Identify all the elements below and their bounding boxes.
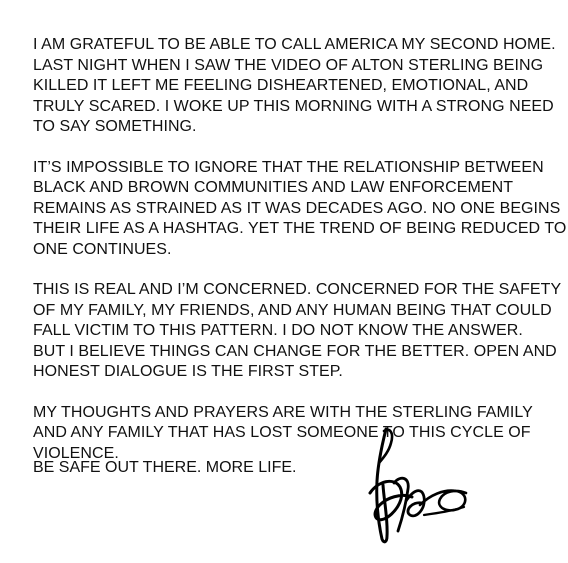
text-line: OF MY FAMILY, MY FRIENDS, AND ANY HUMAN BEING THAT COULD — [33, 301, 552, 319]
text-line: AND ANY FAMILY THAT HAS LOST SOMEONE TO THIS CYCLE OF — [33, 424, 531, 441]
text-line: TO SAY SOMETHING. — [33, 118, 197, 135]
text-line: IT’S IMPOSSIBLE TO IGNORE THAT THE RELATIONSHIP BETWEEN — [33, 158, 544, 176]
text-line: TRULY SCARED. I WOKE UP THIS MORNING WITH A STRONG NEED — [33, 97, 554, 115]
text-line: LAST NIGHT WHEN I SAW THE VIDEO OF ALTON STERLING BEING — [33, 56, 544, 74]
text-line: BLACK AND BROWN COMMUNITIES AND LAW ENFORCEMENT — [33, 179, 514, 196]
text-line: HONEST DIALOGUE IS THE FIRST STEP. — [33, 363, 343, 380]
signoff-text: BE SAFE OUT THERE. MORE LIFE. — [33, 459, 297, 476]
paragraph-2 — [33, 158, 567, 261]
text-line: I AM GRATEFUL TO BE ABLE TO CALL AMERICA MY SECOND HOME. — [33, 36, 556, 53]
signature-icon — [364, 423, 474, 548]
text-line: FALL VICTIM TO THIS PATTERN. I DO NOT KNOW THE ANSWER. — [33, 322, 523, 339]
text-line: ONE CONTINUES. — [33, 240, 172, 258]
text-line: MY THOUGHTS AND PRAYERS ARE WITH THE STERLING FAMILY — [33, 403, 533, 421]
text-line: THEIR LIFE AS A HASHTAG. YET THE TREND OF BEING REDUCED TO — [33, 220, 567, 237]
text-line: BUT I BELIEVE THINGS CAN CHANGE FOR THE BETTER. OPEN AND — [33, 342, 557, 360]
text-line: KILLED IT LEFT ME FEELING DISHEARTENED, EMOTIONAL, AND — [33, 77, 529, 94]
text-line: VIOLENCE. — [33, 444, 119, 462]
paragraph-1 — [33, 35, 556, 138]
text-line: THIS IS REAL AND I’M CONCERNED. CONCERNED FOR THE SAFETY — [33, 281, 562, 298]
letter-body — [33, 35, 567, 484]
paragraph-3 — [33, 280, 562, 383]
text-line: REMAINS AS STRAINED AS IT WAS DECADES AGO. NO ONE BEGINS — [33, 199, 561, 217]
